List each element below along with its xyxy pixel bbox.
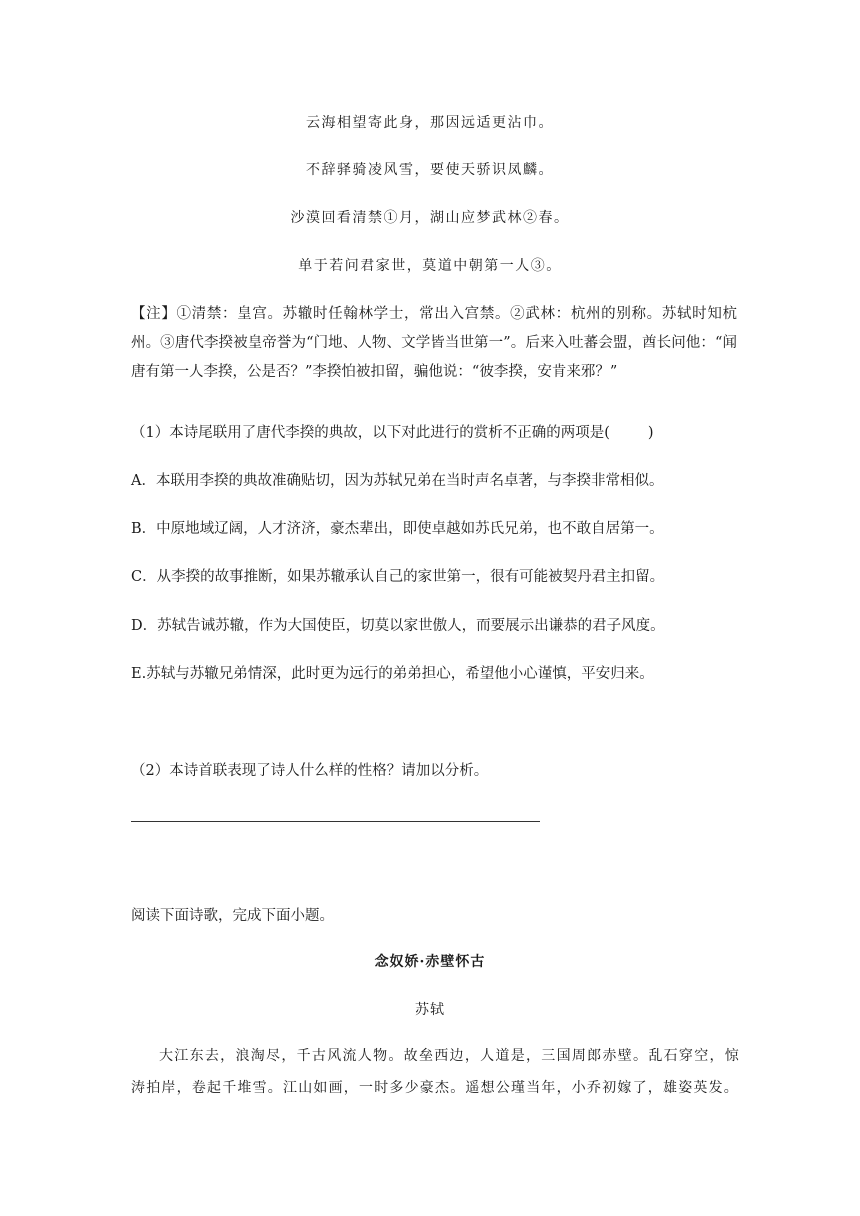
option-b: B．中原地域辽阔，人才济济，豪杰辈出，即使卓越如苏氏兄弟，也不敢自居第一。 [131,521,664,537]
option-a: A．本联用李揆的典故准确贴切，因为苏轼兄弟在当时声名卓著，与李揆非常相似。 [131,473,664,489]
answer-line[interactable] [131,821,540,822]
question-2-stem: （2）本诗首联表现了诗人什么样的性格？请加以分析。 [131,763,489,779]
poem-author: 苏轼 [415,1002,445,1018]
ci-poem-text: 大江东去，浪淘尽，千古风流人物。故垒西边，人道是，三国周郎赤壁。乱石穿空，惊涛拍岸，卷起千堆雪。江山如画，一时多少豪杰。遥想公瑾当年，小乔初嫁了，雄姿英发。 [131,1048,740,1096]
poem-line-4: 单于若问君家世，莫道中朝第一人③。 [298,258,562,274]
poem-line-3: 沙漠回看清禁①月，湖山应梦武林②春。 [290,210,570,226]
poem-line-1: 云海相望寄此身，那因远适更沾巾。 [306,115,554,131]
question-1-stem-close: ) [647,425,654,441]
question-1-stem-text: （1）本诗尾联用了唐代李揆的典故，以下对此进行的赏析不正确的两项是( [131,425,610,441]
option-d: D．苏轼告诫苏辙，作为大国使臣，切莫以家世傲人，而要展示出谦恭的君子风度。 [131,618,665,634]
option-e: E.苏轼与苏辙兄弟情深，此时更为远行的弟弟担心，希望他小心谨慎，平安归来。 [131,666,654,682]
annotation-note: 【注】①清禁：皇宫。苏辙时任翰林学士，常出入宫禁。②武林：杭州的别称。苏轼时知杭州。③唐代李揆被皇帝誉为“门地、人物、文学皆当世第一”。后来入吐蕃会盟，酋长问他：“闻唐有第一人李揆，公是否？”李揆怕被扣留，骗他说：“彼李揆，安肯来邪？” [131,306,737,380]
question-1-stem [131,421,654,442]
poem-title: 念奴娇·赤壁怀古 [374,954,486,970]
option-c: C．从李揆的故事推断，如果苏辙承认自己的家世第一，很有可能被契丹君主扣留。 [131,569,665,585]
reading-instruction: 阅读下面诗歌，完成下面小题。 [131,908,334,924]
poem-line-2: 不辞驿骑凌风雪，要使天骄识凤麟。 [306,162,554,178]
